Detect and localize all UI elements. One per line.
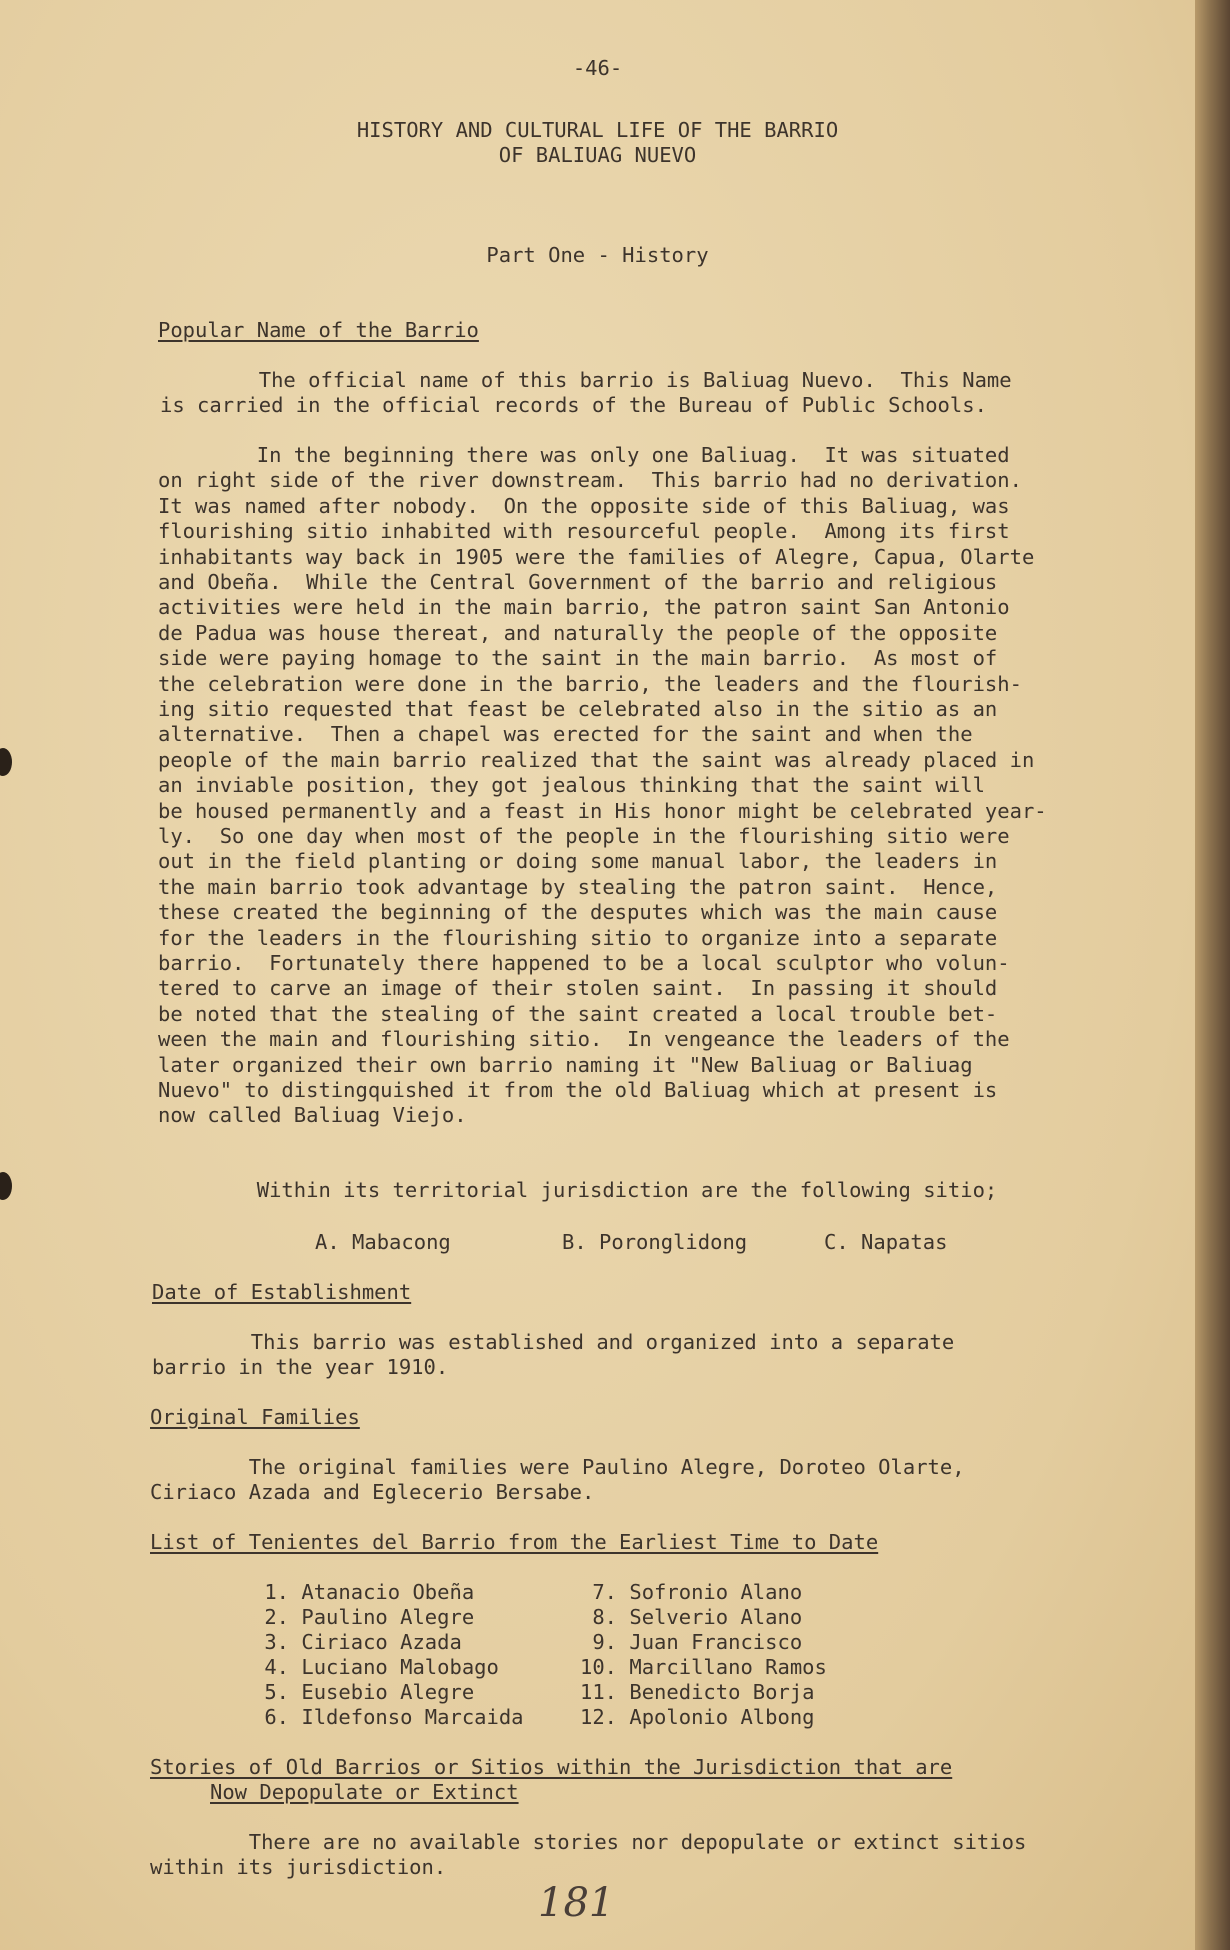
text-line: is carried in the official records of the Bureau of Public Schools.	[160, 393, 987, 417]
text-line: 2. Paulino Alegre	[252, 1605, 475, 1629]
text-line: 3. Ciriaco Azada	[252, 1630, 462, 1654]
text-line: ly. So one day when most of the people in the flourishing sitio were	[158, 824, 1010, 848]
text-line: The official name of this barrio is Baliuag Nuevo. This Name	[160, 368, 1012, 392]
text-line: ing sitio requested that feast be celebrated also in the sitio as an	[158, 697, 998, 721]
text-line: inhabitants way back in 1905 were the families of Alegre, Capua, Olarte	[158, 544, 1035, 569]
section-heading: Stories of Old Barrios or Sitios within the Jurisdiction that are	[150, 1755, 953, 1779]
text-line: and Obeña. While the Central Government of the barrio and religious	[158, 570, 998, 594]
text-line: flourishing sitio inhabited with resourceful people. Among its first	[158, 519, 1010, 544]
section-heading: Date of Establishment	[152, 1280, 412, 1304]
paragraph-line: Ciriaco Azada and Eglecerio Bersabe.	[150, 1480, 595, 1504]
sitio-item: C. Napatas	[824, 1230, 948, 1254]
section-heading: Popular Name of the Barrio	[158, 318, 479, 342]
text-line: 11. Benedicto Borja	[580, 1680, 815, 1704]
paragraph-line: This barrio was established and organized into a separate	[152, 1330, 955, 1354]
text-line: side were paying homage to the saint in the main barrio. As most of	[158, 646, 998, 671]
text-line: people of the main barrio realized that the saint was already placed in	[158, 747, 1035, 772]
text-line: 10. Marcillano Ramos	[580, 1655, 827, 1679]
paragraph: Within its territorial jurisdiction are the following sitio;	[158, 1178, 998, 1202]
text-line: ween the main and flourishing sitio. In vengeance the leaders of the	[158, 1027, 1010, 1052]
paragraph-line: There are no available stories nor depopulate or extinct sitios	[150, 1830, 1027, 1854]
text-line: 6. Ildefonso Marcaida	[252, 1705, 524, 1729]
text-line: be housed permanently and a feast in His honor might be celebrated year-	[158, 798, 1047, 823]
text-line: on right side of the river downstream. This barrio had no derivation.	[158, 468, 1022, 493]
title-line-1: HISTORY AND CULTURAL LIFE OF THE BARRIO	[356, 118, 839, 142]
text-line: Nuevo" to distingquished it from the old Baliuag which at present is	[158, 1078, 998, 1102]
binding-hole	[0, 1172, 12, 1200]
text-line: 1. Atanacio Obeña	[252, 1580, 475, 1604]
text-line: 5. Eusebio Alegre	[252, 1680, 475, 1704]
text-line: It was named after nobody. On the opposite side of this Baliuag, was	[158, 493, 1010, 518]
text-line: barrio. Fortunately there happened to be a local sculptor who volun-	[158, 951, 1010, 975]
text-line: 8. Selverio Alano	[580, 1605, 803, 1629]
binding-hole	[0, 748, 12, 776]
part-heading: Part One - History	[486, 243, 709, 267]
text-line: activities were held in the main barrio, the patron saint San Antonio	[158, 595, 1010, 620]
text-line: 12. Apolonio Albong	[580, 1705, 815, 1729]
text-line: these created the beginning of the desputes which was the main cause	[158, 900, 998, 925]
title-line-2: OF BALIUAG NUEVO	[498, 143, 697, 167]
text-line: In the beginning there was only one Baliuag. It was situated	[158, 443, 1010, 467]
section-heading: Now Depopulate or Extinct	[210, 1780, 519, 1804]
text-line: 7. Sofronio Alano	[580, 1580, 803, 1604]
text-line: 9. Juan Francisco	[580, 1630, 803, 1654]
text-line: now called Baliuag Viejo.	[158, 1103, 467, 1128]
text-line: de Padua was house thereat, and naturally the people of the opposite	[158, 620, 998, 645]
text-line: the celebration were done in the barrio, the leaders and the flourish-	[158, 671, 1022, 696]
paragraph-line: The original families were Paulino Alegre, Doroteo Olarte,	[150, 1455, 965, 1479]
text-line: the main barrio took advantage by stealing the patron saint. Hence,	[158, 874, 998, 899]
sitio-item: A. Mabacong	[315, 1230, 451, 1254]
paragraph-line: barrio in the year 1910.	[152, 1355, 449, 1379]
text-line: be noted that the stealing of the saint created a local trouble bet-	[158, 1001, 998, 1026]
section-heading: List of Tenientes del Barrio from the Earliest Time to Date	[150, 1530, 879, 1554]
paragraph-line: within its jurisdiction.	[150, 1855, 447, 1879]
text-line: out in the field planting or doing some manual labor, the leaders in	[158, 849, 998, 874]
text-line: 4. Luciano Malobago	[252, 1655, 499, 1679]
page-edge	[1195, 0, 1230, 1950]
section-heading: Original Families	[150, 1405, 360, 1429]
text-line: alternative. Then a chapel was erected for the saint and when the	[158, 722, 973, 747]
handwritten-page-number: 181	[538, 1880, 615, 1926]
text-line: tered to carve an image of their stolen saint. In passing it should	[158, 976, 998, 1001]
text-line: an inviable position, they got jealous thinking that the saint will	[158, 773, 985, 798]
page-number: -46-	[572, 56, 623, 80]
sitio-item: B. Poronglidong	[562, 1230, 748, 1254]
text-line: later organized their own barrio naming it "New Baliuag or Baliuag	[158, 1052, 973, 1077]
text-line: for the leaders in the flourishing sitio to organize into a separate	[158, 925, 998, 950]
